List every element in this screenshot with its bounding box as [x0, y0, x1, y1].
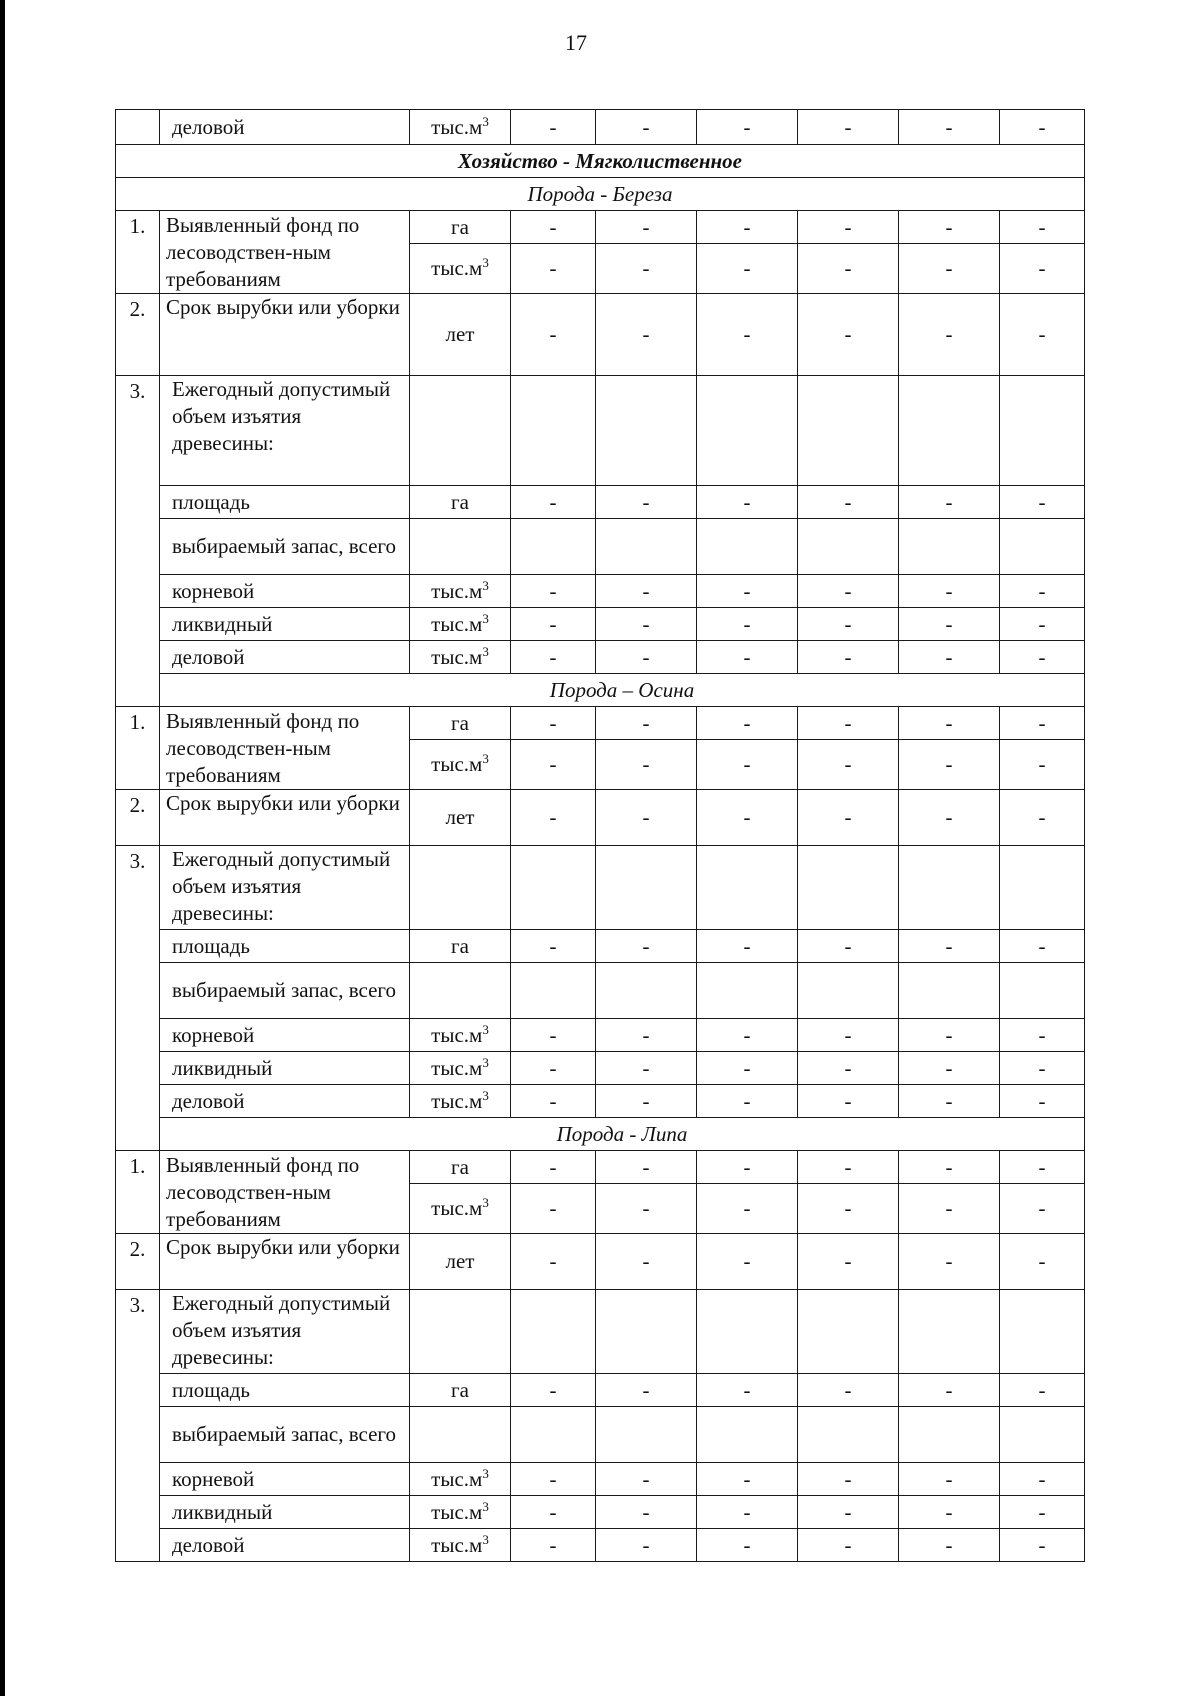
- unit-cell: [410, 519, 511, 575]
- unit-cell: [410, 1407, 511, 1463]
- unit-cell: лет: [410, 790, 511, 846]
- stock-row: [116, 963, 1085, 1019]
- value-cell: -: [511, 244, 596, 294]
- value-cell: -: [899, 608, 1000, 641]
- value-cell: -: [697, 486, 798, 519]
- empty-cell: [697, 963, 798, 1019]
- value-cell: -: [511, 930, 596, 963]
- empty-cell: [511, 963, 596, 1019]
- value-cell: -: [1000, 244, 1085, 294]
- value-cell: -: [1000, 790, 1085, 846]
- empty-cell: [596, 1290, 697, 1374]
- value-cell: -: [899, 1374, 1000, 1407]
- value-cell: -: [899, 1184, 1000, 1234]
- row-label: площадь: [160, 930, 410, 963]
- term-row: [116, 790, 1085, 846]
- value-cell: -: [511, 1151, 596, 1184]
- value-cell: -: [697, 1234, 798, 1290]
- value-cell: -: [596, 641, 697, 674]
- value-cell: -: [697, 1151, 798, 1184]
- value-cell: -: [899, 110, 1000, 145]
- unit-superscript: 3: [482, 643, 489, 659]
- value-cell: -: [596, 575, 697, 608]
- value-cell: -: [596, 244, 697, 294]
- value-cell: -: [1000, 1463, 1085, 1496]
- empty-cell: [511, 1407, 596, 1463]
- value-cell: -: [798, 1151, 899, 1184]
- value-cell: -: [899, 1085, 1000, 1118]
- value-cell: -: [798, 1052, 899, 1085]
- row-label: корневой: [160, 1463, 410, 1496]
- value-cell: -: [511, 110, 596, 145]
- row-label: ликвидный: [160, 1052, 410, 1085]
- row-label: Выявленный фонд по лесоводствен-ным требованиям: [160, 1151, 410, 1234]
- value-cell: -: [697, 1052, 798, 1085]
- value-cell: -: [697, 575, 798, 608]
- row-label: площадь: [160, 1374, 410, 1407]
- value-cell: -: [511, 1085, 596, 1118]
- unit-text: тыс.м: [431, 1022, 483, 1047]
- value-cell: -: [697, 1019, 798, 1052]
- value-cell: -: [798, 707, 899, 740]
- unit-superscript: 3: [482, 1087, 489, 1103]
- value-cell: -: [899, 790, 1000, 846]
- empty-cell: [1000, 1407, 1085, 1463]
- empty-cell: [697, 1407, 798, 1463]
- value-cell: -: [697, 790, 798, 846]
- row-label: деловой: [160, 641, 410, 674]
- area-row: [116, 1374, 1085, 1407]
- value-cell: -: [596, 294, 697, 376]
- empty-cell: [511, 846, 596, 930]
- fund-row: [116, 211, 1085, 244]
- value-cell: -: [798, 110, 899, 145]
- value-cell: -: [596, 740, 697, 790]
- value-cell: -: [899, 1529, 1000, 1562]
- value-cell: -: [697, 211, 798, 244]
- unit-text: тыс.м: [431, 578, 483, 603]
- value-cell: -: [511, 1374, 596, 1407]
- species-header-row: [116, 674, 1085, 707]
- value-cell: -: [899, 1151, 1000, 1184]
- value-cell: -: [798, 790, 899, 846]
- liquid-row: [116, 1052, 1085, 1085]
- row-number: 1.: [116, 1151, 160, 1234]
- value-cell: -: [697, 1374, 798, 1407]
- empty-cell: [798, 846, 899, 930]
- value-cell: -: [899, 1052, 1000, 1085]
- unit-superscript: 3: [482, 1195, 489, 1210]
- value-cell: -: [511, 641, 596, 674]
- binding-edge: [0, 0, 5, 1696]
- value-cell: -: [1000, 211, 1085, 244]
- row-number: 3.: [116, 846, 160, 1151]
- species-header-row: [116, 1118, 1085, 1151]
- empty-cell: [899, 376, 1000, 486]
- row-label: выбираемый запас, всего: [160, 1407, 410, 1463]
- value-cell: -: [798, 1184, 899, 1234]
- value-cell: -: [596, 1529, 697, 1562]
- unit-superscript: 3: [482, 1054, 489, 1070]
- unit-superscript: 3: [482, 255, 489, 270]
- unit-cell: [410, 1019, 511, 1052]
- value-cell: -: [596, 707, 697, 740]
- species-title: Порода – Осина: [160, 674, 1085, 707]
- row-label: корневой: [160, 1019, 410, 1052]
- value-cell: -: [899, 1019, 1000, 1052]
- unit-cell: га: [410, 486, 511, 519]
- unit-cell: [410, 1496, 511, 1529]
- value-cell: -: [1000, 1052, 1085, 1085]
- unit-cell: [410, 376, 511, 486]
- unit-superscript: 3: [482, 751, 489, 766]
- unit-superscript: 3: [482, 610, 489, 626]
- value-cell: -: [697, 1529, 798, 1562]
- root-row: [116, 575, 1085, 608]
- value-cell: -: [596, 790, 697, 846]
- unit-cell: [410, 608, 511, 641]
- value-cell: -: [596, 1085, 697, 1118]
- empty-cell: [798, 519, 899, 575]
- value-cell: -: [798, 1019, 899, 1052]
- section-title: Хозяйство - Мягколиственное: [116, 145, 1085, 178]
- empty-cell: [1000, 376, 1085, 486]
- value-cell: -: [697, 294, 798, 376]
- value-cell: -: [1000, 575, 1085, 608]
- value-cell: -: [697, 1463, 798, 1496]
- value-cell: -: [1000, 294, 1085, 376]
- unit-cell: [410, 1529, 511, 1562]
- row-number: 2.: [116, 294, 160, 376]
- unit-cell: лет: [410, 294, 511, 376]
- page-number: 17: [565, 30, 587, 55]
- empty-cell: [899, 1407, 1000, 1463]
- value-cell: -: [511, 790, 596, 846]
- value-cell: -: [1000, 641, 1085, 674]
- value-cell: -: [596, 1052, 697, 1085]
- empty-cell: [1000, 519, 1085, 575]
- unit-text: тыс.м: [431, 1196, 483, 1220]
- row-label: деловой: [160, 1529, 410, 1562]
- row-number: 2.: [116, 790, 160, 846]
- value-cell: -: [697, 1496, 798, 1529]
- unit-cell: га: [410, 1151, 511, 1184]
- value-cell: -: [1000, 1085, 1085, 1118]
- row-label: Срок вырубки или уборки: [160, 1234, 410, 1290]
- forest-use-table: [115, 109, 1085, 1562]
- value-cell: -: [1000, 1019, 1085, 1052]
- value-cell: -: [596, 1019, 697, 1052]
- value-cell: -: [899, 930, 1000, 963]
- value-cell: -: [511, 486, 596, 519]
- unit-text: тыс.м: [431, 1532, 483, 1557]
- value-cell: -: [798, 641, 899, 674]
- empty-cell: [511, 376, 596, 486]
- value-cell: -: [899, 740, 1000, 790]
- value-cell: -: [511, 1496, 596, 1529]
- unit-cell: [410, 963, 511, 1019]
- commercial-row: [116, 641, 1085, 674]
- value-cell: -: [798, 244, 899, 294]
- unit-cell: [410, 1184, 511, 1234]
- row-label: Срок вырубки или уборки: [160, 294, 410, 376]
- unit-superscript: 3: [482, 1021, 489, 1037]
- row-label: площадь: [160, 486, 410, 519]
- value-cell: -: [697, 930, 798, 963]
- term-row: [116, 1234, 1085, 1290]
- value-cell: -: [798, 575, 899, 608]
- value-cell: -: [798, 930, 899, 963]
- value-cell: -: [511, 294, 596, 376]
- value-cell: -: [511, 1019, 596, 1052]
- liquid-row: [116, 1496, 1085, 1529]
- value-cell: -: [798, 294, 899, 376]
- empty-cell: [697, 519, 798, 575]
- root-row: [116, 1463, 1085, 1496]
- row-number: 3.: [116, 376, 160, 707]
- empty-cell: [697, 1290, 798, 1374]
- value-cell: -: [596, 486, 697, 519]
- empty-cell: [511, 1290, 596, 1374]
- value-cell: -: [1000, 1184, 1085, 1234]
- value-cell: -: [697, 740, 798, 790]
- value-cell: -: [899, 294, 1000, 376]
- unit-text: тыс.м: [431, 1055, 483, 1080]
- unit-text: тыс.м: [431, 256, 483, 280]
- value-cell: -: [697, 641, 798, 674]
- value-cell: -: [511, 1463, 596, 1496]
- value-cell: -: [899, 1234, 1000, 1290]
- value-cell: -: [511, 707, 596, 740]
- unit-text: тыс.м: [431, 1466, 483, 1491]
- value-cell: -: [1000, 740, 1085, 790]
- value-cell: -: [511, 211, 596, 244]
- value-cell: -: [798, 211, 899, 244]
- value-cell: -: [511, 575, 596, 608]
- empty-cell: [899, 1290, 1000, 1374]
- species-title: Порода - Береза: [116, 178, 1085, 211]
- value-cell: -: [511, 740, 596, 790]
- empty-cell: [899, 519, 1000, 575]
- value-cell: -: [899, 486, 1000, 519]
- value-cell: -: [798, 1463, 899, 1496]
- value-cell: -: [1000, 1496, 1085, 1529]
- value-cell: -: [798, 1529, 899, 1562]
- value-cell: -: [697, 1085, 798, 1118]
- value-cell: -: [1000, 1234, 1085, 1290]
- row-number: 2.: [116, 1234, 160, 1290]
- row-label: Выявленный фонд по лесоводствен-ным требованиям: [160, 707, 410, 790]
- row-label: деловой: [160, 110, 410, 145]
- section-row: [116, 145, 1085, 178]
- value-cell: -: [697, 608, 798, 641]
- value-cell: -: [899, 575, 1000, 608]
- unit-text: тыс.м: [431, 1088, 483, 1113]
- row-label: деловой: [160, 1085, 410, 1118]
- value-cell: -: [697, 110, 798, 145]
- empty-cell: [697, 376, 798, 486]
- unit-cell: га: [410, 707, 511, 740]
- value-cell: -: [1000, 110, 1085, 145]
- value-cell: -: [697, 244, 798, 294]
- value-cell: -: [1000, 930, 1085, 963]
- row-label: ликвидный: [160, 1496, 410, 1529]
- term-row: [116, 294, 1085, 376]
- value-cell: -: [1000, 707, 1085, 740]
- species-header-row: [116, 178, 1085, 211]
- carryover-row: [116, 110, 1085, 145]
- value-cell: -: [899, 1496, 1000, 1529]
- unit-superscript: 3: [482, 577, 489, 593]
- value-cell: -: [798, 1085, 899, 1118]
- value-cell: -: [899, 244, 1000, 294]
- row-label: выбираемый запас, всего: [160, 963, 410, 1019]
- value-cell: -: [798, 486, 899, 519]
- unit-text: тыс.м: [431, 114, 483, 139]
- value-cell: -: [596, 608, 697, 641]
- value-cell: -: [1000, 1151, 1085, 1184]
- unit-text: тыс.м: [431, 1499, 483, 1524]
- value-cell: -: [596, 1374, 697, 1407]
- fund-row: [116, 1151, 1085, 1184]
- value-cell: -: [511, 1529, 596, 1562]
- value-cell: -: [1000, 1529, 1085, 1562]
- row-label: Ежегодный допустимый объем изъятия древесины:: [160, 846, 410, 930]
- empty-cell: [596, 376, 697, 486]
- row-label: Срок вырубки или уборки: [160, 790, 410, 846]
- value-cell: -: [1000, 486, 1085, 519]
- value-cell: -: [596, 1234, 697, 1290]
- unit-cell: га: [410, 930, 511, 963]
- value-cell: -: [798, 740, 899, 790]
- unit-cell: [410, 1463, 511, 1496]
- value-cell: -: [596, 1184, 697, 1234]
- unit-cell: [410, 641, 511, 674]
- value-cell: -: [1000, 1374, 1085, 1407]
- empty-cell: [798, 1407, 899, 1463]
- unit-superscript: 3: [482, 1498, 489, 1514]
- annual-row: [116, 846, 1085, 930]
- unit-text: тыс.м: [431, 752, 483, 776]
- row-number-cell: [116, 110, 160, 145]
- unit-text: тыс.м: [431, 611, 483, 636]
- empty-cell: [1000, 846, 1085, 930]
- unit-cell: [410, 575, 511, 608]
- area-row: [116, 930, 1085, 963]
- unit-cell: [410, 1290, 511, 1374]
- annual-row: [116, 1290, 1085, 1374]
- row-label: Ежегодный допустимый объем изъятия древесины:: [160, 376, 410, 486]
- commercial-row: [116, 1085, 1085, 1118]
- empty-cell: [798, 1290, 899, 1374]
- value-cell: -: [899, 707, 1000, 740]
- row-label: ликвидный: [160, 608, 410, 641]
- value-cell: -: [511, 608, 596, 641]
- stock-row: [116, 1407, 1085, 1463]
- value-cell: -: [697, 707, 798, 740]
- value-cell: -: [798, 1374, 899, 1407]
- liquid-row: [116, 608, 1085, 641]
- empty-cell: [899, 846, 1000, 930]
- unit-cell: [410, 1085, 511, 1118]
- fund-row: [116, 707, 1085, 740]
- value-cell: -: [596, 1463, 697, 1496]
- empty-cell: [596, 963, 697, 1019]
- unit-superscript: 3: [482, 113, 489, 129]
- empty-cell: [511, 519, 596, 575]
- row-number: 3.: [116, 1290, 160, 1562]
- unit-superscript: 3: [482, 1531, 489, 1547]
- unit-superscript: 3: [482, 1465, 489, 1481]
- empty-cell: [899, 963, 1000, 1019]
- empty-cell: [697, 846, 798, 930]
- row-label: Выявленный фонд по лесоводствен-ным требованиям: [160, 211, 410, 294]
- unit-cell: лет: [410, 1234, 511, 1290]
- unit-cell: [410, 740, 511, 790]
- unit-cell: га: [410, 1374, 511, 1407]
- annual-row: [116, 376, 1085, 486]
- stock-row: [116, 519, 1085, 575]
- value-cell: -: [798, 1496, 899, 1529]
- value-cell: -: [596, 1151, 697, 1184]
- row-label: выбираемый запас, всего: [160, 519, 410, 575]
- unit-cell: га: [410, 211, 511, 244]
- empty-cell: [596, 519, 697, 575]
- commercial-row: [116, 1529, 1085, 1562]
- value-cell: -: [596, 1496, 697, 1529]
- value-cell: -: [798, 608, 899, 641]
- empty-cell: [798, 376, 899, 486]
- value-cell: -: [1000, 608, 1085, 641]
- value-cell: -: [596, 930, 697, 963]
- value-cell: -: [798, 1234, 899, 1290]
- value-cell: -: [899, 641, 1000, 674]
- value-cell: -: [596, 110, 697, 145]
- row-label: корневой: [160, 575, 410, 608]
- unit-cell: [410, 846, 511, 930]
- empty-cell: [1000, 1290, 1085, 1374]
- value-cell: -: [511, 1234, 596, 1290]
- species-title: Порода - Липа: [160, 1118, 1085, 1151]
- value-cell: -: [596, 211, 697, 244]
- value-cell: -: [697, 1184, 798, 1234]
- value-cell: -: [899, 1463, 1000, 1496]
- value-cell: -: [511, 1052, 596, 1085]
- empty-cell: [596, 846, 697, 930]
- empty-cell: [596, 1407, 697, 1463]
- empty-cell: [1000, 963, 1085, 1019]
- unit-text: тыс.м: [431, 644, 483, 669]
- unit-cell: [410, 244, 511, 294]
- unit-cell: [410, 110, 511, 145]
- row-number: 1.: [116, 211, 160, 294]
- row-label: Ежегодный допустимый объем изъятия древесины:: [160, 1290, 410, 1374]
- root-row: [116, 1019, 1085, 1052]
- value-cell: -: [511, 1184, 596, 1234]
- area-row: [116, 486, 1085, 519]
- unit-cell: [410, 1052, 511, 1085]
- value-cell: -: [899, 211, 1000, 244]
- row-number: 1.: [116, 707, 160, 790]
- empty-cell: [798, 963, 899, 1019]
